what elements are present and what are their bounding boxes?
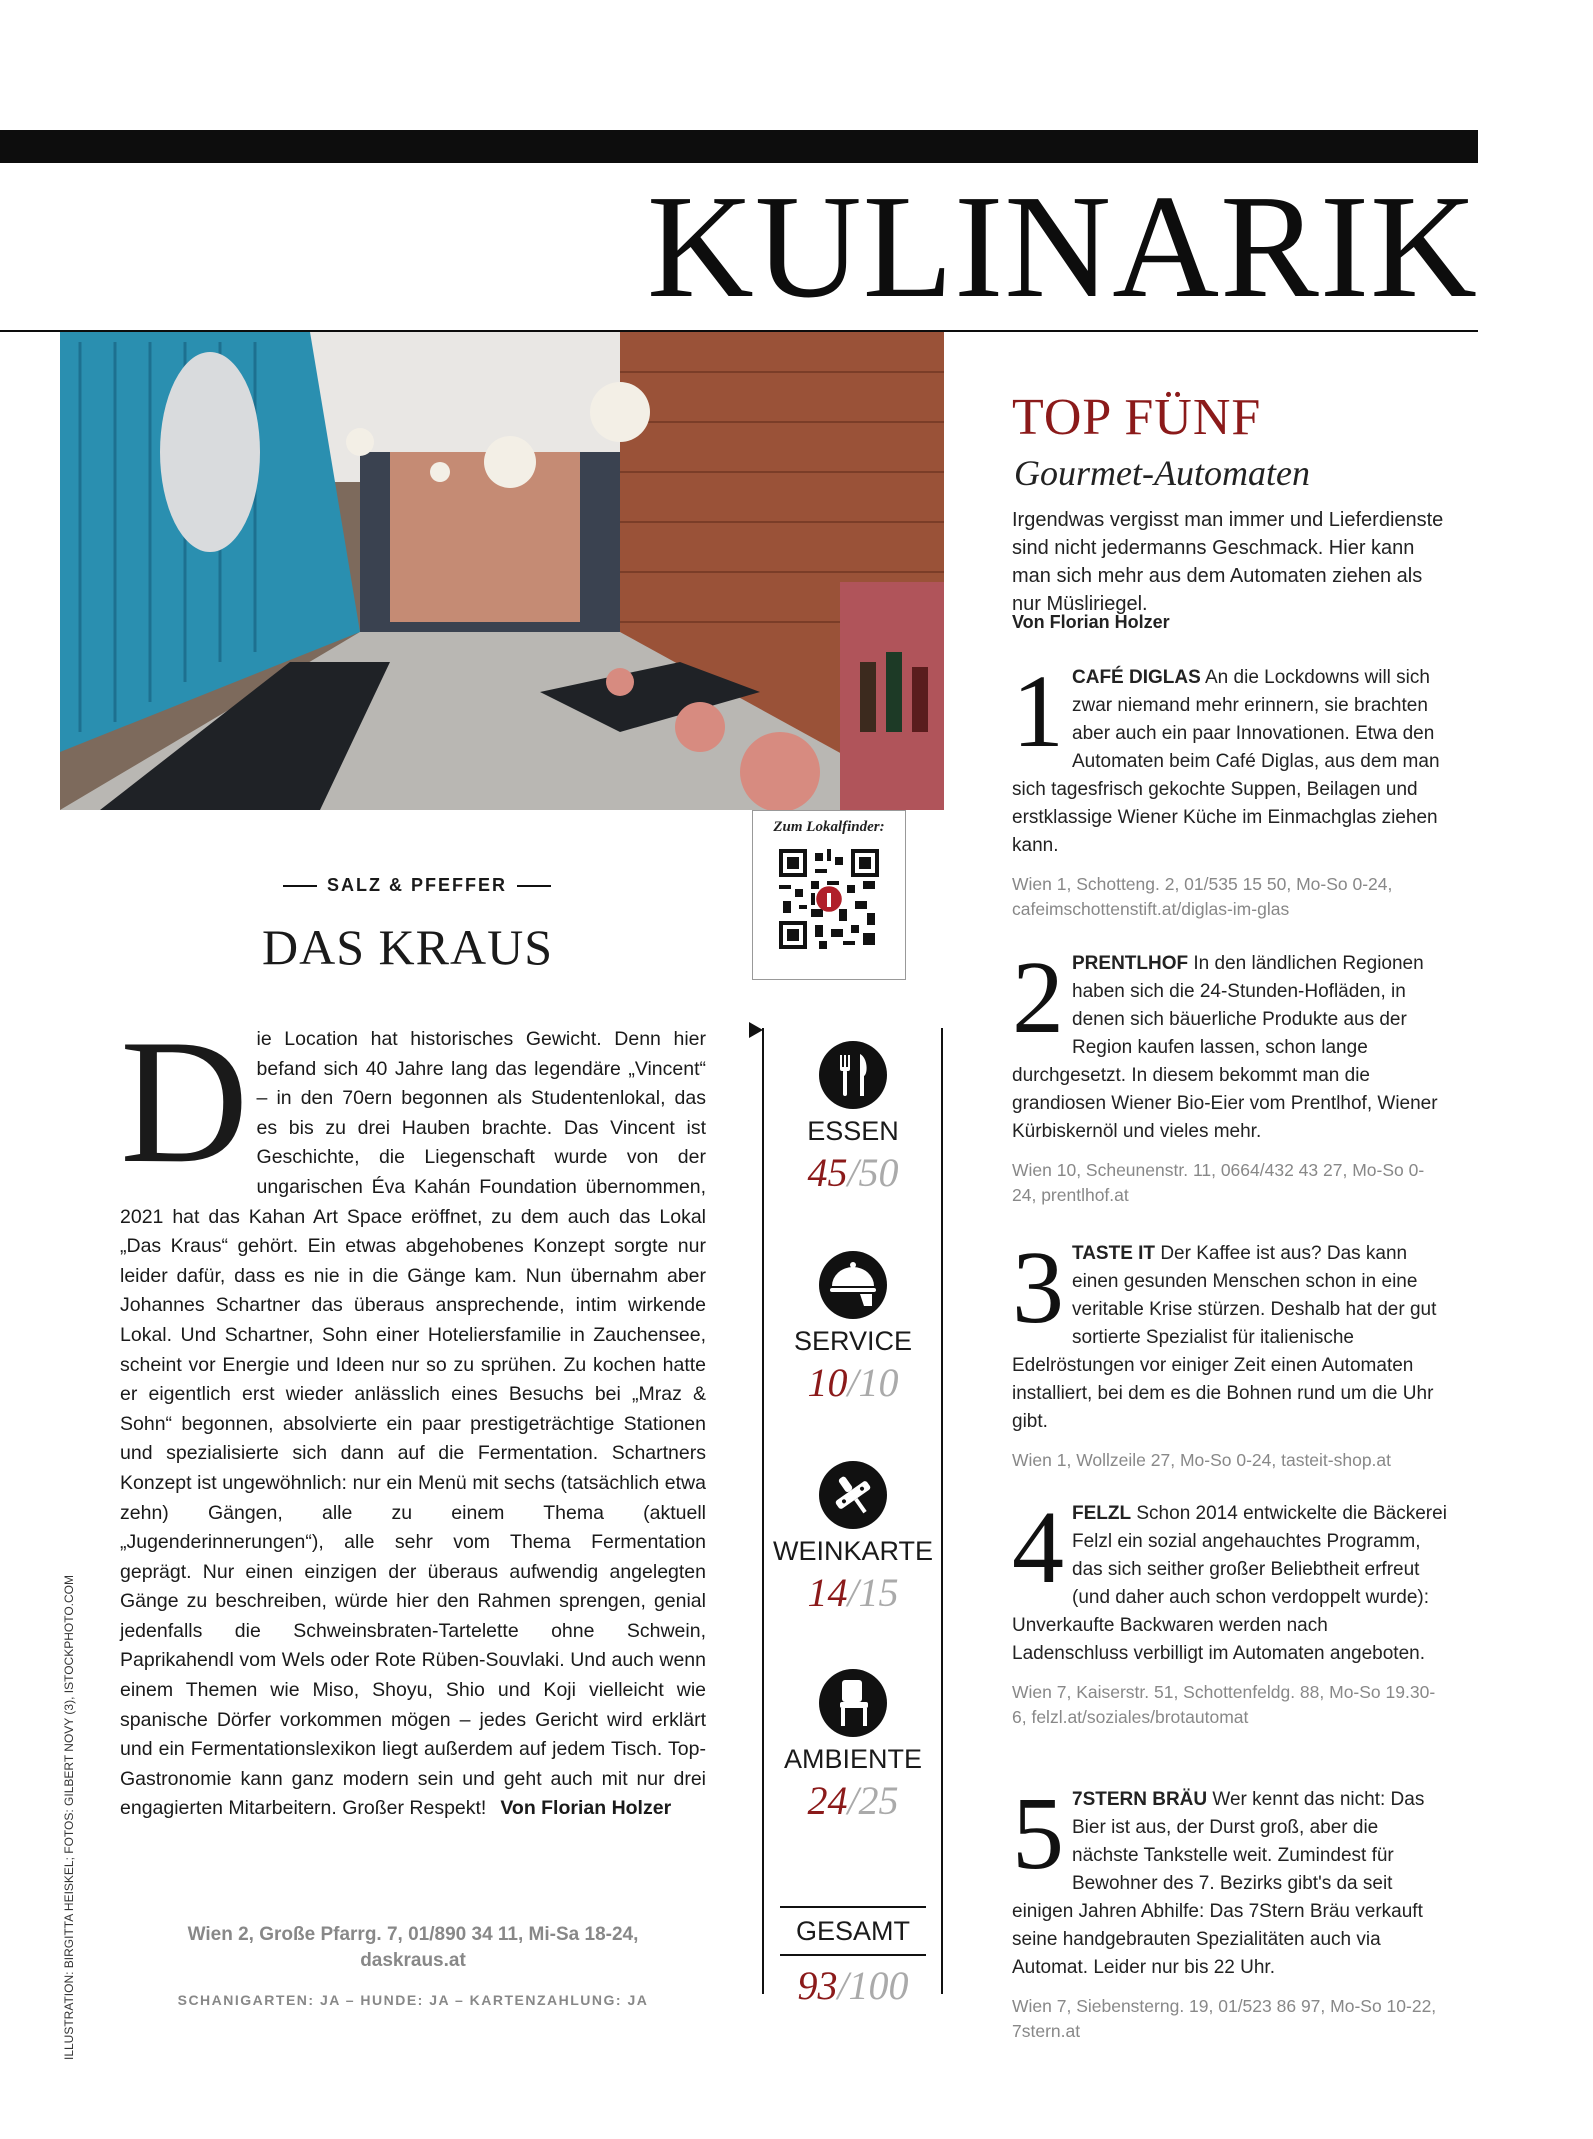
score-max: /10 (847, 1360, 899, 1405)
total-label: GESAMT (780, 1906, 926, 1956)
total-score (766, 1962, 940, 2009)
review-title: DAS KRAUS (262, 919, 554, 975)
rating-essen (766, 1040, 940, 1196)
total-score-value: 93 (797, 1963, 838, 2008)
rating-score (766, 1569, 940, 1616)
entry-number: 2 (1012, 940, 1064, 1055)
rating-service (766, 1250, 940, 1406)
entry-text: An die Lockdowns will sich zwar niemand mehr erinnern, sie brachten aber auch ein paar Innovationen. Etwa den Automaten beim Café Diglas, aus dem man sich tagesfrisch gekochte Suppen, Beilagen und erstklassige Wiener Küche im Einmachglas ziehen kann. (1012, 667, 1440, 856)
review-body: ie Location hat historisches Gewicht. Denn hier befand sich 40 Jahre lang das legendäre „Vincent“ – in den 70ern begonnen als Studentenlokal, das es bis zu drei Hauben brachte. Das Vincent ist Geschichte, die Liegenschaft wurde von der ungarischen Éva Kahán Foundation übernommen, 2021 hat das Kahan Art Space eröffnet, zu dem auch das Lokal „Das Kraus“ gehört. Ein etwas abgehobenes Konzept sorgte nur leider dafür, dass es nie in die Gänge kam. Nun übernahm aber Johannes Schartner das überaus ansprechende, intim wirkende Lokal. Und Schartner, Sohn einer Hoteliersfamilie in Zauchensee, scheint vor Energie und Ideen nur so zu sprühen. Zu kochen hatte er eigentlich erst wieder anlässlich eines Besuchs bei „Mraz & Sohn“ begonnen, absolvierte ein paar prestigeträchtige Stationen und spezialisierte sich dann auf die Fermentation. Schartners Konzept ist ungewöhnlich: nur ein Menü mit sechs (tatsächlich etwa zehn) Gängen, alle zu einem Thema (aktuell „Jugenderinnerungen“), alle sehr vom Thema Fermentation geprägt. Nur einen einzigen der überaus aufwendig angelegten Gänge zu beschreiben, würde hier den Rahmen sprengen, genial jedenfalls die Schweinsbraten-Tartelette ohne Schwein, Paprikahendl vom Wels oder Rote Rüben-Souvlaki. Und auch wenn einem Themen wie Miso, Shoyu, Shio und Koji vielleicht wie spanische Dörfer vorkommen mögen – jedes Gericht wird erklärt und ein Fermentationslexikon liegt außerdem auf jedem Tisch. Top-Gastronomie kann ganz modern sein und geht auch mit nur drei engagierten Mitarbeitern. Großer Respekt! (120, 1028, 706, 1820)
corkscrew-icon (818, 1460, 888, 1530)
review-facts: SCHANIGARTEN: JA – HUNDE: JA – KARTENZAHLUNG: JA (177, 1992, 649, 2008)
score-value: 14 (807, 1570, 848, 1615)
entry-text: Schon 2014 entwickelte die Bäckerei Felzl ein sozial angehauchtes Programm, das sich seither großer Beliebtheit erfreut (und daher auch schon verdoppelt wurde): Unverkaufte Backwaren werden nach Ladenschluss verbilligt im Automaten angeboten. (1012, 1503, 1447, 1664)
rating-score (766, 1149, 940, 1196)
top-black-bar (0, 130, 1478, 163)
entry-meta: Wien 7, Kaiserstr. 51, Schottenfeldg. 88, Mo-So 19.30-6, felzl.at/soziales/brotautomat (1012, 1682, 1436, 1727)
entry-number: 4 (1012, 1490, 1064, 1605)
fork-knife-icon (818, 1040, 888, 1110)
rating-score (766, 1359, 940, 1406)
entry-meta: Wien 1, Wollzeile 27, Mo-So 0-24, tasteit-shop.at (1012, 1450, 1392, 1470)
top5-entry-3 (1012, 1230, 1448, 1473)
entry-name: TASTE IT (1072, 1243, 1156, 1264)
review-byline: Von Florian Holzer (500, 1797, 672, 1820)
top5-title: TOP FÜNF (1012, 389, 1262, 446)
photo-credits: ILLUSTRATION: BIRGITTA HEISKEL; FOTOS: GILBERT NOVY (3), ISTOCKPHOTO.COM (62, 1575, 76, 2060)
kicker-text: SALZ & PFEFFER (327, 875, 507, 895)
entry-name: 7STERN BRÄU (1072, 1789, 1208, 1810)
rating-weinkarte (766, 1460, 940, 1616)
address-line-1: Wien 2, Große Pfarrg. 7, 01/890 34 11, Mi-Sa 18-24, (187, 1924, 639, 1945)
score-value: 24 (807, 1778, 848, 1823)
entry-meta: Wien 1, Schotteng. 2, 01/535 15 50, Mo-So 0-24, cafeimschottenstift.at/diglas-im-glas (1012, 874, 1393, 919)
total-score-max: /100 (837, 1963, 909, 2008)
rating-label: AMBIENTE (783, 1744, 923, 1774)
top5-entry-2 (1012, 940, 1448, 1208)
rating-column-left-line (762, 1028, 764, 1994)
rating-ambiente (766, 1668, 940, 1824)
top5-entry-5 (1012, 1776, 1448, 2044)
score-max: /15 (847, 1570, 899, 1615)
restaurant-photo (60, 332, 944, 810)
score-value: 10 (807, 1360, 848, 1405)
entry-text: In den ländlichen Regionen haben sich die 24-Stunden-Hofläden, in denen sich bäuerliche Produkte aus der Region kaufen lassen, schon lange durchgesetzt. In diesem bekommt man die grandiosen Wiener Bio-Eier vom Prentlhof, Wiener Kürbiskernöl und vieles mehr. (1012, 953, 1438, 1142)
kicker-line-left (283, 885, 317, 887)
rating-label: ESSEN (807, 1116, 899, 1146)
rating-label: WEINKARTE (772, 1536, 934, 1566)
entry-number: 3 (1012, 1230, 1064, 1345)
entry-text: Wer kennt das nicht: Das Bier ist aus, der Durst groß, aber die nächste Tankstelle weit. Zumindest für Bewohner des 7. Bezirks gibt's da seit einigen Jahren Abhilfe: Das 7Stern Bräu verkauft seine handgebrauten Spezialitäten auch via Automat. Leider nur bis 22 Uhr. (1012, 1789, 1425, 1978)
top5-subtitle: Gourmet-Automaten (1014, 453, 1310, 493)
rating-score (766, 1777, 940, 1824)
score-max: /50 (847, 1150, 899, 1195)
kicker-line-right (517, 885, 551, 887)
score-max: /25 (847, 1778, 899, 1823)
rating-flag-marker (749, 1022, 763, 1038)
chair-icon (818, 1668, 888, 1738)
review-article (120, 1002, 706, 1824)
entry-name: PRENTLHOF (1072, 953, 1189, 974)
address-line-2: daskraus.at (360, 1950, 466, 1971)
section-title: KULINARIK (646, 165, 1478, 329)
rating-label: SERVICE (793, 1326, 913, 1356)
entry-name: FELZL (1072, 1503, 1132, 1524)
qr-code-icon (779, 849, 879, 949)
qr-code-box[interactable] (752, 810, 906, 980)
top5-intro: Irgendwas vergisst man immer und Lieferdienste sind nicht jedermanns Geschmack. Hier kann man sich mehr aus dem Automaten ziehen als nur Müsliriegel. (1012, 509, 1444, 615)
drop-cap: D (120, 1002, 249, 1200)
entry-meta: Wien 7, Siebensterng. 19, 01/523 86 97, Mo-So 10-22, 7stern.at (1012, 1996, 1437, 2041)
top5-entry-4 (1012, 1490, 1448, 1730)
top5-entry-1 (1012, 654, 1448, 922)
top5-byline: Von Florian Holzer (1012, 612, 1170, 632)
entry-number: 1 (1012, 654, 1064, 769)
score-value: 45 (807, 1150, 848, 1195)
cloche-icon (818, 1250, 888, 1320)
review-address (120, 1922, 706, 1974)
review-kicker (262, 875, 572, 896)
rating-column-right-line (941, 1028, 943, 1994)
entry-meta: Wien 10, Scheunenstr. 11, 0664/432 43 27, Mo-So 0-24, prentlhof.at (1012, 1160, 1425, 1205)
qr-label: Zum Lokalfinder: (773, 819, 885, 835)
entry-name: CAFÉ DIGLAS (1072, 667, 1201, 688)
entry-text: Der Kaffee ist aus? Das kann einen gesunden Menschen schon in eine veritable Krise stürzen. Deshalb hat der gut sortierte Spezialist für italienische Edelröstungen vor einiger Zeit einen Automaten installiert, bei dem es die Bohnen rund um die Uhr gibt. (1012, 1243, 1437, 1432)
entry-number: 5 (1012, 1776, 1064, 1891)
